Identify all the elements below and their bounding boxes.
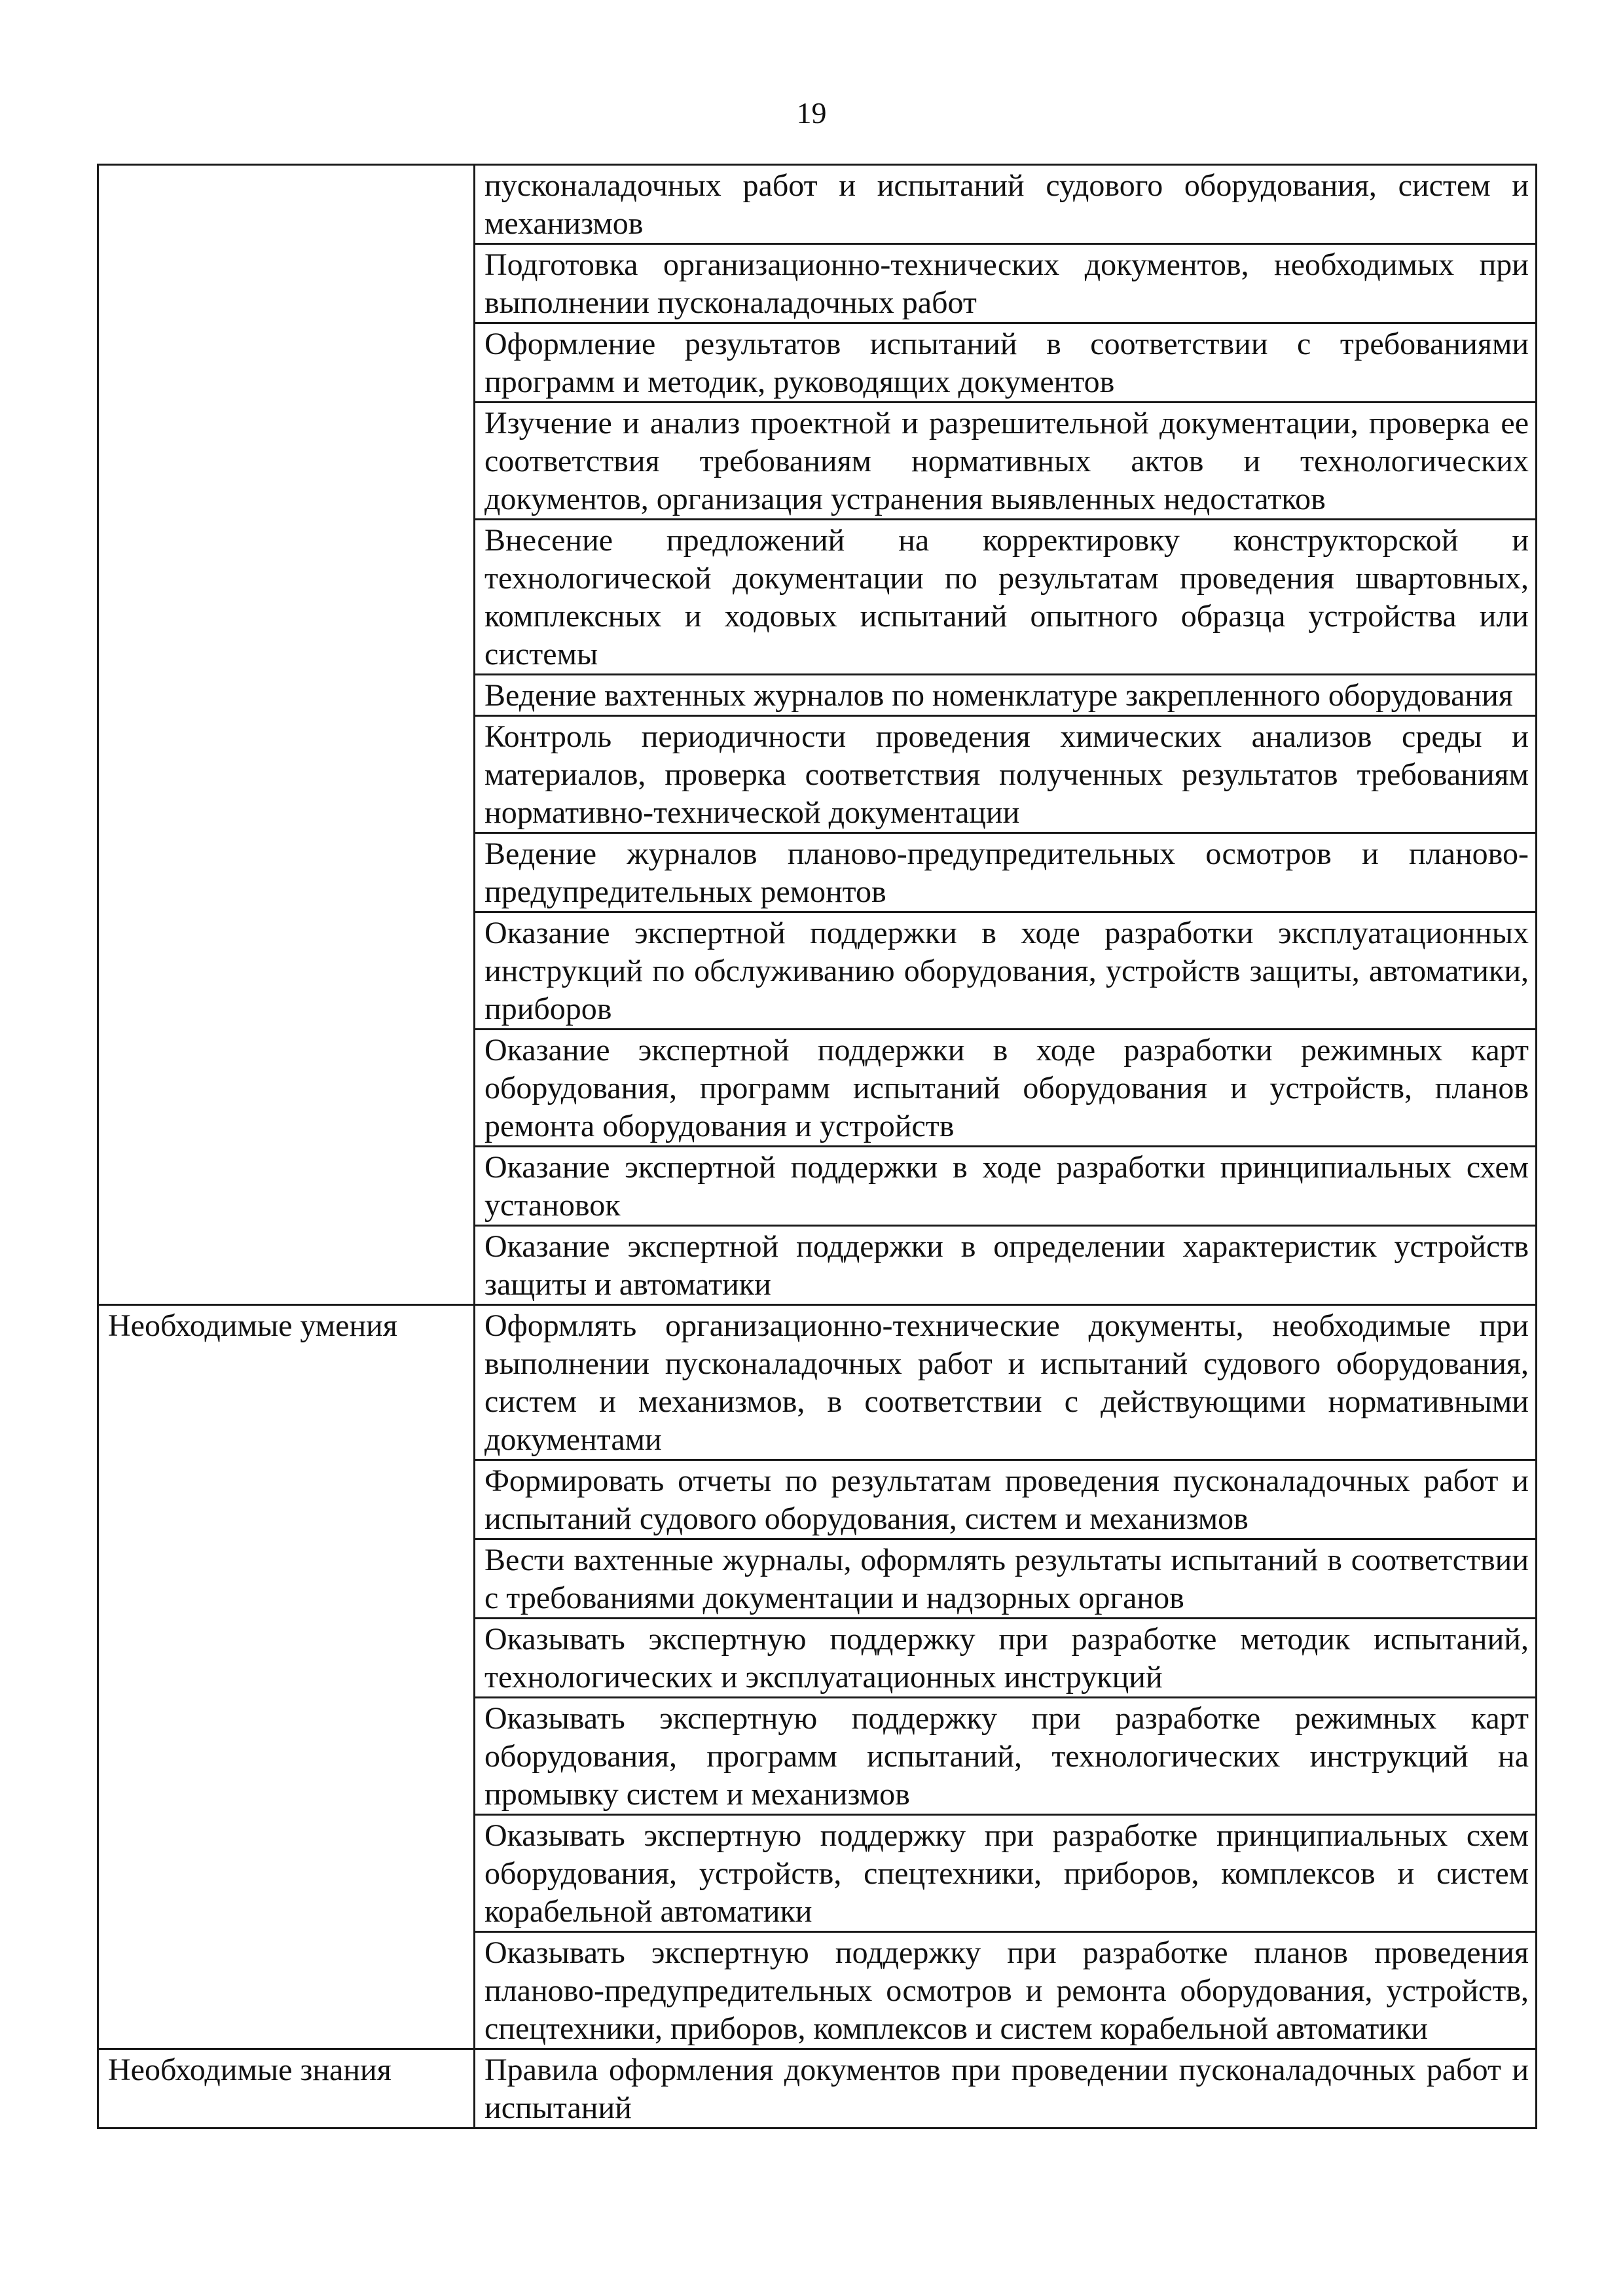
requirement-item: Оформление результатов испытаний в соответствии с требованиями программ и методик, руководящих документов xyxy=(475,323,1537,403)
requirement-item: Контроль периодичности проведения химических анализов среды и материалов, проверка соответствия полученных результатов требованиям нормативно-технической документации xyxy=(475,716,1537,833)
page-number: 19 xyxy=(796,96,827,130)
section-label: Необходимые знания xyxy=(108,2053,392,2087)
requirement-item: Оказывать экспертную поддержку при разработке режимных карт оборудования, программ испытаний, технологических инструкций на промывку систем и механизмов xyxy=(475,1698,1537,1815)
table-body xyxy=(98,165,1537,2128)
requirement-item: Внесение предложений на корректировку конструкторской и технологической документации по результатам проведения швартовных, комплексных и ходовых испытаний опытного образца устройства или системы xyxy=(475,520,1537,675)
requirement-item: Изучение и анализ проектной и разрешительной документации, проверка ее соответствия требованиям нормативных актов и технологических документов, организация устранения выявленных недостатков xyxy=(475,403,1537,520)
requirement-item: Подготовка организационно-технических документов, необходимых при выполнении пусконаладочных работ xyxy=(475,244,1537,323)
table-row xyxy=(98,165,1537,244)
requirement-item: Ведение вахтенных журналов по номенклатуре закрепленного оборудования xyxy=(475,675,1537,716)
section-label-cell xyxy=(98,165,475,1305)
requirements-table xyxy=(97,164,1537,2129)
requirement-item: Оказание экспертной поддержки в определении характеристик устройств защиты и автоматики xyxy=(475,1226,1537,1305)
section-label-cell xyxy=(98,2049,475,2128)
requirement-item: Оказывать экспертную поддержку при разработке принципиальных схем оборудования, устройств, спецтехники, приборов, комплексов и систем корабельной автоматики xyxy=(475,1815,1537,1932)
requirement-item: Правила оформления документов при проведении пусконаладочных работ и испытаний xyxy=(475,2049,1537,2128)
requirement-item: Оказывать экспертную поддержку при разработке планов проведения планово-предупредительных осмотров и ремонта оборудования, устройств, спецтехники, приборов, комплексов и систем корабельной автоматики xyxy=(475,1932,1537,2049)
table-row xyxy=(98,2049,1537,2128)
requirement-item: Оказание экспертной поддержки в ходе разработки эксплуатационных инструкций по обслуживанию оборудования, устройств защиты, автоматики, приборов xyxy=(475,912,1537,1030)
requirement-item: пусконаладочных работ и испытаний судового оборудования, систем и механизмов xyxy=(475,165,1537,244)
requirement-item: Оказывать экспертную поддержку при разработке методик испытаний, технологических и эксплуатационных инструкций xyxy=(475,1619,1537,1698)
requirement-item: Оформлять организационно-технические документы, необходимые при выполнении пусконаладочных работ и испытаний судового оборудования, систем и механизмов, в соответствии с действующими нормативными документами xyxy=(475,1305,1537,1460)
requirement-item: Формировать отчеты по результатам проведения пусконаладочных работ и испытаний судового оборудования, систем и механизмов xyxy=(475,1460,1537,1539)
requirement-item: Оказание экспертной поддержки в ходе разработки принципиальных схем установок xyxy=(475,1147,1537,1226)
requirement-item: Вести вахтенные журналы, оформлять результаты испытаний в соответствии с требованиями документации и надзорных органов xyxy=(475,1539,1537,1619)
section-label-cell xyxy=(98,1305,475,2049)
requirement-item: Ведение журналов планово-предупредительных осмотров и планово-предупредительных ремонтов xyxy=(475,833,1537,912)
table-row xyxy=(98,1305,1537,1460)
requirement-item: Оказание экспертной поддержки в ходе разработки режимных карт оборудования, программ испытаний оборудования и устройств, планов ремонта оборудования и устройств xyxy=(475,1030,1537,1147)
section-label: Необходимые умения xyxy=(108,1308,397,1343)
